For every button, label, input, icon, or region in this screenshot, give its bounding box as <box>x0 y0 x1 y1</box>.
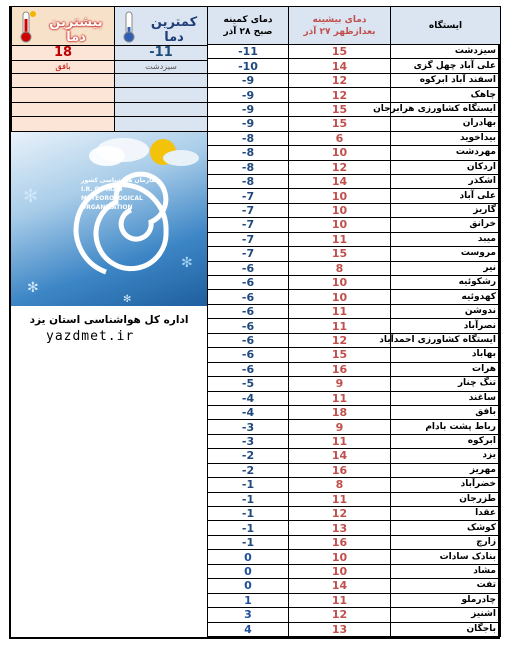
table-row <box>208 478 501 492</box>
table-row <box>208 579 501 593</box>
station-name: مهردشت <box>391 146 501 160</box>
min-temp-title: کمترین دما <box>150 15 198 45</box>
max-temp-cell: 16 <box>289 535 391 549</box>
max-temp-cell: 18 <box>289 405 391 419</box>
max-temp-cell: 13 <box>289 521 391 535</box>
station-name: بهاباد <box>391 348 501 362</box>
table-row <box>208 276 501 290</box>
max-temp-cell: 15 <box>289 348 391 362</box>
station-name: ایستگاه کشاورزی هرابرجان <box>391 102 501 116</box>
min-temp-cell: -8 <box>208 131 289 145</box>
max-temp-cell: 10 <box>289 564 391 578</box>
station-name: تنگ چنار <box>391 377 501 391</box>
max-temp-title: بیشترین دما <box>49 15 103 45</box>
station-name: هرات <box>391 362 501 376</box>
station-name: زارچ <box>391 535 501 549</box>
org-name-fa: سازمان هواشناسی کشور <box>81 177 158 184</box>
max-temp-cell: 12 <box>289 507 391 521</box>
table-row <box>208 247 501 261</box>
station-name: اسفند آباد ابرکوه <box>391 73 501 87</box>
max-temp-column-header <box>289 7 391 45</box>
station-name: سیزدشت <box>391 45 501 59</box>
station-name: طزرجان <box>391 492 501 506</box>
station-name: گاریز <box>391 203 501 217</box>
table-row <box>208 319 501 333</box>
max-temp-cell: 13 <box>289 622 391 636</box>
station-name: ندوشن <box>391 304 501 318</box>
thermometer-hot-icon <box>16 9 36 43</box>
min-temp-cell: -7 <box>208 189 289 203</box>
blank-cell <box>115 102 208 116</box>
max-temp-cell: 11 <box>289 319 391 333</box>
blank-cell <box>115 74 208 88</box>
max-temp-cell: 12 <box>289 608 391 622</box>
min-temp-cell: -4 <box>208 405 289 419</box>
max-temp-cell: 10 <box>289 218 391 232</box>
table-row <box>208 420 501 434</box>
max-temp-cell: 6 <box>289 131 391 145</box>
table-row <box>208 550 501 564</box>
station-name: علی آباد <box>391 189 501 203</box>
station-name: مشاد <box>391 564 501 578</box>
table-row <box>208 261 501 275</box>
min-temp-cell: -1 <box>208 507 289 521</box>
max-temp-cell: 12 <box>289 88 391 102</box>
table-row <box>208 492 501 506</box>
blank-cell <box>115 88 208 102</box>
table-row <box>208 218 501 232</box>
blank-cell <box>12 74 115 88</box>
table-row <box>208 131 501 145</box>
table-row <box>208 535 501 549</box>
table-row <box>208 189 501 203</box>
table-row <box>208 117 501 131</box>
min-temp-cell: -6 <box>208 276 289 290</box>
min-temp-cell: -7 <box>208 232 289 246</box>
min-temp-cell: -3 <box>208 434 289 448</box>
max-temp-cell: 15 <box>289 45 391 59</box>
max-temp-cell: 11 <box>289 434 391 448</box>
max-temp-cell: 8 <box>289 478 391 492</box>
max-temp-cell: 9 <box>289 377 391 391</box>
station-name: میبد <box>391 232 501 246</box>
table-row <box>208 348 501 362</box>
station-name: نصرآباد <box>391 319 501 333</box>
table-row <box>208 593 501 607</box>
station-column-header: ایستگاه <box>391 7 501 45</box>
max-temp-cell: 10 <box>289 146 391 160</box>
max-temp-cell: 15 <box>289 117 391 131</box>
station-name: رباط پشت بادام <box>391 420 501 434</box>
station-name: بیداخوید <box>391 131 501 145</box>
min-temp-cell: 0 <box>208 579 289 593</box>
max-temp-cell: 11 <box>289 304 391 318</box>
station-name: چادرملو <box>391 593 501 607</box>
min-temp-cell: -5 <box>208 377 289 391</box>
station-name: اشنیز <box>391 608 501 622</box>
max-temp-cell: 10 <box>289 550 391 564</box>
min-temp-cell: -9 <box>208 88 289 102</box>
max-temp-cell: 11 <box>289 232 391 246</box>
station-name: خضرآباد <box>391 478 501 492</box>
max-temp-cell: 14 <box>289 174 391 188</box>
max-temp-cell: 11 <box>289 391 391 405</box>
max-temp-cell: 10 <box>289 290 391 304</box>
min-temp-cell: -11 <box>208 45 289 59</box>
max-temp-cell: 15 <box>289 102 391 116</box>
table-row <box>208 507 501 521</box>
table-row <box>208 304 501 318</box>
station-name: مروست <box>391 247 501 261</box>
max-header-line2: بعدازظهر ۲۷ آذر <box>303 26 376 37</box>
station-name: یزد <box>391 449 501 463</box>
station-name: کهدوئیه <box>391 290 501 304</box>
min-temp-cell: -9 <box>208 73 289 87</box>
max-temp-cell: 10 <box>289 203 391 217</box>
min-temp-cell: 1 <box>208 593 289 607</box>
min-temp-cell: -1 <box>208 535 289 549</box>
station-name: ابرکوه <box>391 434 501 448</box>
max-temp-value: 18 <box>12 46 115 61</box>
min-temp-cell: -6 <box>208 261 289 275</box>
station-name: کوشک <box>391 521 501 535</box>
website-text: yazdmet.ir <box>46 329 135 344</box>
blank-cell <box>12 88 115 102</box>
meteorology-banner <box>11 132 207 306</box>
max-temp-station: بافق <box>12 61 115 74</box>
max-temp-cell: 14 <box>289 59 391 73</box>
max-temp-cell: 12 <box>289 333 391 347</box>
min-temp-cell: -6 <box>208 348 289 362</box>
max-temp-cell: 11 <box>289 593 391 607</box>
min-temp-cell: -7 <box>208 218 289 232</box>
min-temp-cell: -8 <box>208 160 289 174</box>
min-temp-cell: 3 <box>208 608 289 622</box>
min-temp-cell: -8 <box>208 146 289 160</box>
max-header-line1: دمای بیشینه <box>312 14 367 25</box>
banner-graphic <box>11 132 207 306</box>
min-temp-cell: -9 <box>208 102 289 116</box>
table-row <box>208 362 501 376</box>
max-temp-cell: 15 <box>289 247 391 261</box>
min-temp-header <box>115 7 208 46</box>
station-name: خرانق <box>391 218 501 232</box>
min-temp-cell: -1 <box>208 478 289 492</box>
max-temp-cell: 16 <box>289 362 391 376</box>
table-row <box>208 564 501 578</box>
table-row <box>208 73 501 87</box>
max-temp-cell: 9 <box>289 420 391 434</box>
min-temp-cell: -7 <box>208 203 289 217</box>
org-name-en-1: I.R. OF IRAN <box>81 186 123 193</box>
thermometer-cold-icon <box>119 9 139 43</box>
min-temp-cell: -6 <box>208 290 289 304</box>
min-temp-cell: -3 <box>208 420 289 434</box>
max-temp-cell: 16 <box>289 463 391 477</box>
min-header-line1: دمای کمینه <box>223 14 273 25</box>
snowflake-icon: ✻ <box>27 280 39 296</box>
min-temp-cell: -8 <box>208 174 289 188</box>
blank-cell <box>12 102 115 116</box>
station-name: باجگان <box>391 622 501 636</box>
table-row <box>208 160 501 174</box>
min-temp-station: سیزدشت <box>115 61 208 74</box>
station-name: چاهک <box>391 88 501 102</box>
max-temp-cell: 10 <box>289 189 391 203</box>
max-temp-cell: 11 <box>289 492 391 506</box>
min-temp-cell: -7 <box>208 247 289 261</box>
table-row <box>208 146 501 160</box>
min-temp-cell: -1 <box>208 521 289 535</box>
table-row <box>208 463 501 477</box>
table-row <box>208 434 501 448</box>
table-row <box>208 88 501 102</box>
table-row <box>208 405 501 419</box>
blank-cell <box>115 117 208 131</box>
station-name: بهادران <box>391 117 501 131</box>
max-temp-cell: 12 <box>289 160 391 174</box>
min-temp-cell: -6 <box>208 362 289 376</box>
station-name: نیر <box>391 261 501 275</box>
table-row <box>208 608 501 622</box>
table-row <box>208 521 501 535</box>
table-row <box>208 203 501 217</box>
station-name: ساغند <box>391 391 501 405</box>
table-row <box>208 59 501 73</box>
station-name: بافق <box>391 405 501 419</box>
station-name: عقدا <box>391 507 501 521</box>
max-temp-cell: 8 <box>289 261 391 275</box>
blank-cell <box>12 117 115 131</box>
min-temp-cell: -2 <box>208 449 289 463</box>
min-temp-column-header <box>208 7 289 45</box>
max-temp-cell: 14 <box>289 579 391 593</box>
table-row <box>208 333 501 347</box>
station-name: اردکان <box>391 160 501 174</box>
max-temp-cell: 10 <box>289 276 391 290</box>
table-row <box>208 377 501 391</box>
min-temp-cell: 4 <box>208 622 289 636</box>
station-temperature-table <box>207 6 501 637</box>
max-temp-cell: 12 <box>289 73 391 87</box>
max-temp-cell: 14 <box>289 449 391 463</box>
min-temp-cell: -10 <box>208 59 289 73</box>
max-temp-header <box>12 7 115 46</box>
min-temp-cell: -4 <box>208 391 289 405</box>
table-row <box>208 232 501 246</box>
station-name: ایستگاه کشاورزی احمدآباد <box>391 333 501 347</box>
snowflake-icon: ✻ <box>123 294 132 305</box>
station-name: تفت <box>391 579 501 593</box>
org-label: اداره کل هواشناسی استان یزد <box>29 314 189 326</box>
table-row <box>208 102 501 116</box>
table-row <box>208 391 501 405</box>
org-name-en-2: METEOROLOGICAL <box>81 195 143 202</box>
station-name: رشکوئیه <box>391 276 501 290</box>
org-name-en-3: ORGANIZATION <box>81 204 133 211</box>
min-temp-cell: -6 <box>208 333 289 347</box>
summary-table <box>11 6 208 132</box>
min-temp-cell: -6 <box>208 304 289 318</box>
min-temp-cell: 0 <box>208 564 289 578</box>
station-name: مهریز <box>391 463 501 477</box>
min-temp-cell: -9 <box>208 117 289 131</box>
min-temp-cell: 0 <box>208 550 289 564</box>
station-name: بنادک سادات <box>391 550 501 564</box>
min-temp-cell: -2 <box>208 463 289 477</box>
table-row <box>208 449 501 463</box>
table-row <box>208 622 501 636</box>
table-row <box>208 174 501 188</box>
snowflake-icon: ✻ <box>181 255 193 271</box>
station-name: علی آباد چهل گزی <box>391 59 501 73</box>
min-temp-cell: -6 <box>208 319 289 333</box>
table-row <box>208 290 501 304</box>
station-name: اشکذر <box>391 174 501 188</box>
snowflake-icon: ✻ <box>23 186 39 207</box>
min-temp-cell: -1 <box>208 492 289 506</box>
min-header-line2: صبح ۲۸ آذر <box>223 26 273 37</box>
table-row <box>208 45 501 59</box>
min-temp-value: -11 <box>115 46 208 61</box>
